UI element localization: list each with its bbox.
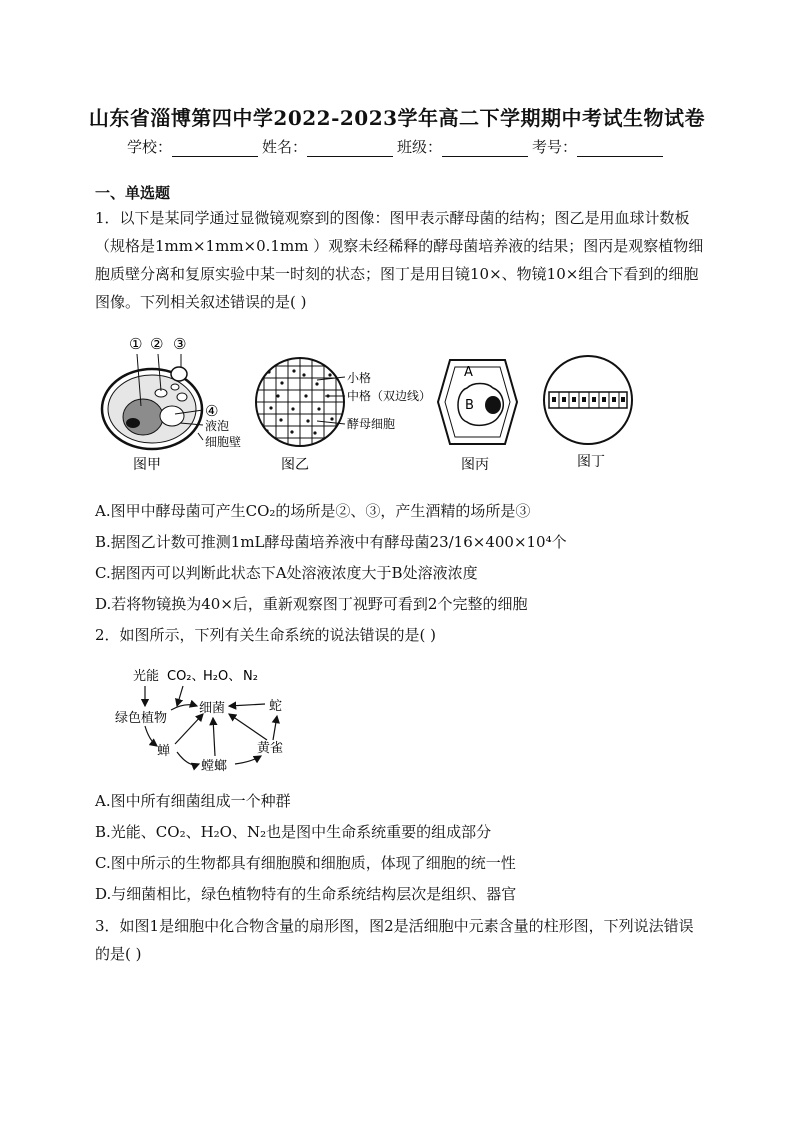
school-label: 学校： <box>126 138 172 156</box>
figure-jia <box>102 335 241 473</box>
jia-mark-2: ② <box>150 335 164 353</box>
fig2-label-light: 光能 <box>133 669 160 684</box>
jia-label-cell-wall: 细胞壁 <box>205 435 242 449</box>
question-1-option-d: D.若将物镜换为40×后，重新观察图丁视野可看到2个完整的细胞 <box>95 595 528 613</box>
class-label: 班级： <box>397 138 443 156</box>
jia-mark-4: ④ <box>205 402 219 420</box>
yi-label-medium-square: 中格（双边线） <box>347 389 432 403</box>
exam-number-blank <box>577 140 663 157</box>
student-info-line <box>0 136 794 157</box>
name-blank <box>307 140 393 157</box>
figure-ding <box>544 356 632 470</box>
question-2-option-d: D.与细菌相比，绿色植物特有的生命系统结构层次是组织、器官 <box>95 885 517 903</box>
question-1-stem: 1．以下是某同学通过显微镜观察到的图像：图甲表示酵母菌的结构；图乙是用血球计数板（规格是1mm×1mm×0.1mm ）观察未经稀释的酵母菌培养液的结果；图丙是观察植物细胞质壁分离和复原实验中某一时刻的状态；图丁是用目镜10×、物镜10×组合下看到的细胞图像。下列相关叙述错误的是( ) <box>95 209 704 311</box>
jia-mark-1: ① <box>129 335 143 353</box>
question-2-option-c: C.图中所示的生物都具有细胞膜和细胞质，体现了细胞的统一性 <box>95 854 516 872</box>
fig2-node-plant: 绿色植物 <box>115 711 168 726</box>
ding-caption: 图丁 <box>577 454 605 470</box>
question-1-option-b: B.据图乙计数可推测1mL酵母菌培养液中有酵母菌23/16×400×10⁴个 <box>95 533 567 551</box>
class-blank <box>442 140 528 157</box>
fig2-node-bacteria: 细菌 <box>199 701 226 716</box>
fig2-label-n2: N₂ <box>243 669 258 684</box>
fig2-label-co2: CO₂、 <box>167 669 205 684</box>
fig2-node-snake: 蛇 <box>269 699 283 714</box>
exam-title: 山东省淄博第四中学2022-2023学年高二下学期期中考试生物试卷 <box>88 106 706 130</box>
fig2-node-mantis: 螳螂 <box>201 759 228 774</box>
fig2-node-sparrow: 黄雀 <box>257 741 284 756</box>
figure-bing <box>438 360 517 473</box>
question-2-option-a: A.图中所有细菌组成一个种群 <box>95 792 291 810</box>
question-1-option-a: A.图甲中酵母菌可产生CO₂的场所是②、③，产生酒精的场所是③ <box>95 502 531 520</box>
fig2-node-cicada: 蝉 <box>157 744 171 759</box>
section-title: 一、单选题 <box>95 184 171 202</box>
question-3-stem: 3．如图1是细胞中化合物含量的扇形图，图2是活细胞中元素含量的柱形图，下列说法错误的是( ) <box>95 917 694 963</box>
yi-label-yeast-cell: 酵母细胞 <box>347 417 396 431</box>
yi-caption: 图乙 <box>281 457 309 473</box>
jia-label-vacuole: 液泡 <box>205 419 230 433</box>
bing-label-a: A <box>464 365 473 380</box>
figure-yi <box>256 358 431 473</box>
jia-mark-3: ③ <box>173 335 187 353</box>
question-1-option-c: C.据图丙可以判断此状态下A处溶液浓度大于B处溶液浓度 <box>95 564 478 582</box>
bing-label-b: B <box>465 398 474 413</box>
school-blank <box>172 140 258 157</box>
fig2-label-h2o: H₂O、 <box>203 669 242 684</box>
jia-caption: 图甲 <box>133 457 161 473</box>
yi-label-small-square: 小格 <box>347 371 372 385</box>
bing-caption: 图丙 <box>461 457 489 473</box>
question-2-figure <box>105 660 305 780</box>
exam-number-label: 考号： <box>532 138 578 156</box>
name-label: 姓名： <box>261 138 307 156</box>
question-1-figure <box>95 330 655 480</box>
question-2-option-b: B.光能、CO₂、H₂O、N₂也是图中生命系统重要的组成部分 <box>95 823 492 841</box>
question-2-stem: 2．如图所示，下列有关生命系统的说法错误的是( ) <box>95 626 437 644</box>
